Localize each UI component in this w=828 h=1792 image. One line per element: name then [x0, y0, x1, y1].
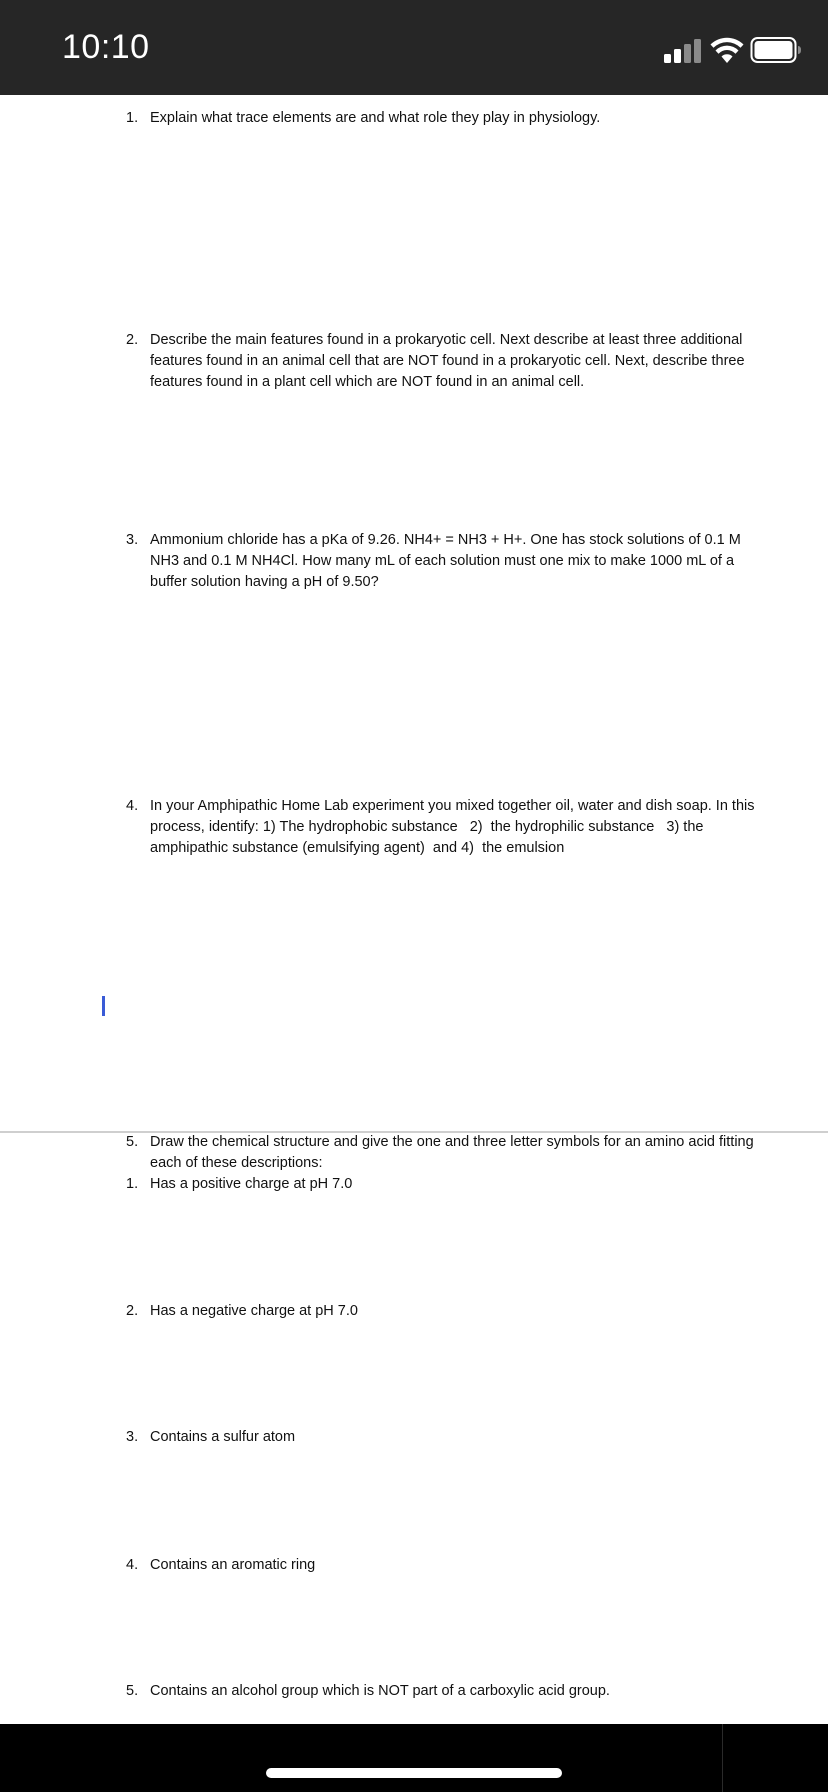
subitem-text: Contains an aromatic ring [150, 1557, 316, 1573]
question-text: In your Amphipathic Home Lab experiment you mixed together oil, water and dish soap. In this process, identify: 1) The hydrophobic substance 2) the hydrophilic substance 3) the amphipathic substance (emulsifying agent) and 4) the emulsion [150, 798, 759, 856]
status-bar [0, 0, 828, 95]
status-time: 10:10 [62, 28, 150, 66]
subitem-number: 2. [126, 1303, 139, 1319]
cellular-signal-icon [664, 37, 704, 63]
subitem-number: 4. [126, 1557, 139, 1573]
document-page[interactable] [0, 95, 828, 1725]
bar-divider [722, 1724, 723, 1792]
subitem-text: Has a negative charge at pH 7.0 [150, 1303, 358, 1319]
wifi-icon [710, 36, 744, 64]
question-text: Describe the main features found in a prokaryotic cell. Next describe at least three additional features found in an animal cell that are NOT found in a prokaryotic cell. Next, describe three features found in a plant cell which are NOT found in an animal cell. [150, 332, 749, 390]
question-number: 3. [126, 532, 139, 548]
question-text: Ammonium chloride has a pKa of 9.26. NH4+ = NH3 + H+. One has stock solutions of 0.1 M NH3 and 0.1 M NH4Cl. How many mL of each solution must one mix to make 1000 mL of a buffer solution having a pH of 9.50? [150, 532, 745, 590]
question-number: 1. [126, 110, 139, 126]
question-number: 2. [126, 332, 139, 348]
subitem-text: Contains a sulfur atom [150, 1429, 296, 1445]
question-number: 5. [126, 1134, 139, 1150]
subitem-number: 5. [126, 1683, 139, 1699]
subitem-number: 3. [126, 1429, 139, 1445]
home-indicator[interactable] [266, 1768, 562, 1778]
question-text: Draw the chemical structure and give the one and three letter symbols for an amino acid fitting each of these descriptions: [150, 1134, 758, 1171]
subitem-text: Contains an alcohol group which is NOT part of a carboxylic acid group. [150, 1683, 610, 1699]
subitem-text: Has a positive charge at pH 7.0 [150, 1176, 353, 1192]
question-number: 4. [126, 798, 139, 814]
bottom-bar [0, 1724, 828, 1792]
subitem-number: 1. [126, 1176, 139, 1192]
question-text: Explain what trace elements are and what role they play in physiology. [150, 110, 601, 126]
battery-icon [750, 36, 802, 64]
text-cursor [102, 996, 105, 1016]
